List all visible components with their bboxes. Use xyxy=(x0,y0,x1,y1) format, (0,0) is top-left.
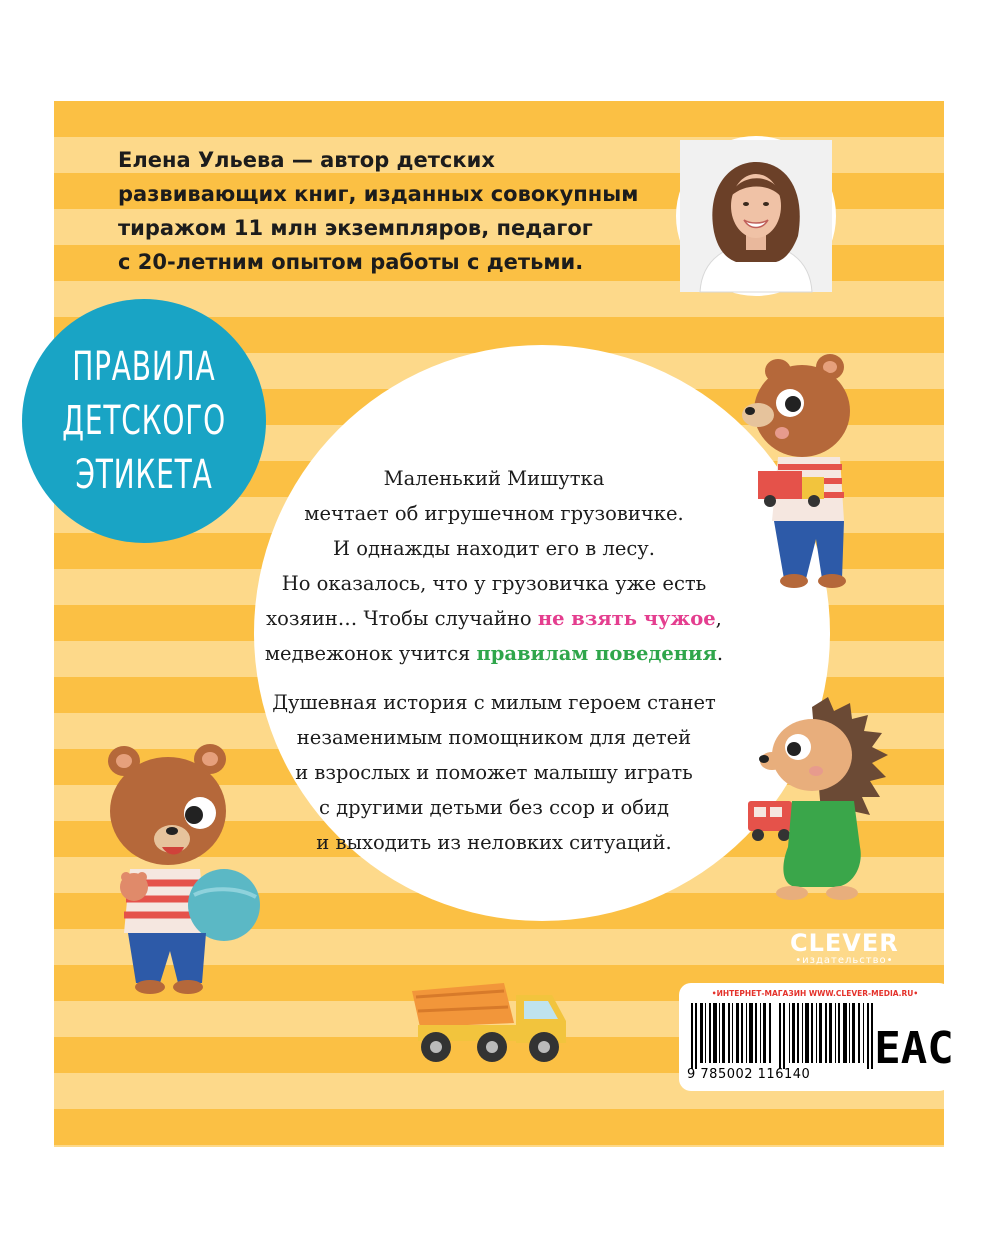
eac-mark-icon xyxy=(874,1007,954,1074)
author-bio-line: развивающих книг, изданных совокупным xyxy=(118,182,639,206)
description-line: и выходить из неловких ситуаций. xyxy=(316,831,672,854)
isbn-number: 9 785002 116140 xyxy=(687,1067,811,1082)
description-line: незаменимым помощником для детей xyxy=(296,726,692,749)
series-badge xyxy=(22,299,266,543)
series-badge-line: ЭТИКЕТА xyxy=(75,452,213,498)
barcode-panel xyxy=(679,983,954,1091)
author-bio-line: Елена Ульева — автор детских xyxy=(118,148,495,172)
publisher-logo xyxy=(790,929,899,966)
author-bio-line: тиражом 11 млн экземпляров, педагог xyxy=(118,216,593,240)
description-line: Маленький Мишутка xyxy=(383,467,605,490)
description-line xyxy=(234,601,754,636)
highlight-pink: не взять чужое xyxy=(537,607,716,630)
description-paragraph xyxy=(234,685,754,860)
description-text: . xyxy=(716,642,724,665)
dump-truck-illustration xyxy=(404,977,584,1069)
description-text: , xyxy=(715,607,722,630)
series-badge-line: ДЕТСКОГО xyxy=(62,398,226,444)
description-paragraph xyxy=(234,461,754,671)
description-line: Душевная история с милым героем станет xyxy=(272,691,716,714)
online-shop-text: •ИНТЕРНЕТ-МАГАЗИН WWW.CLEVER-MEDIA.RU• xyxy=(711,989,919,998)
description-line xyxy=(234,636,754,671)
author-photo xyxy=(676,136,836,296)
description-line: И однажды находит его в лесу. xyxy=(333,537,655,560)
description-text: хозяин… Чтобы случайно xyxy=(266,607,538,630)
series-badge-line: ПРАВИЛА xyxy=(72,344,216,390)
book-description xyxy=(234,461,754,860)
description-text: медвежонок учится xyxy=(264,642,477,665)
author-bio-line: с 20-летним опытом работы с детьми. xyxy=(118,250,584,274)
publisher-subtitle: •издательство• xyxy=(795,955,894,966)
publisher-name: CLEVER xyxy=(790,929,899,957)
description-line: и взрослых и поможет малышу играть xyxy=(295,761,693,784)
description-line: мечтает об игрушечном грузовичке. xyxy=(304,502,684,525)
barcode-icon xyxy=(691,1003,877,1069)
description-line: с другими детьми без ссор и обид xyxy=(318,796,670,819)
eac-mark-text: EAC xyxy=(874,1023,954,1074)
author-bio xyxy=(118,143,678,279)
hedgehog-with-truck-illustration xyxy=(742,697,902,917)
description-line: Но оказалось, что у грузовичка уже есть xyxy=(281,572,707,595)
book-back-cover xyxy=(54,101,954,1147)
highlight-green: правилам поведения xyxy=(476,642,717,665)
